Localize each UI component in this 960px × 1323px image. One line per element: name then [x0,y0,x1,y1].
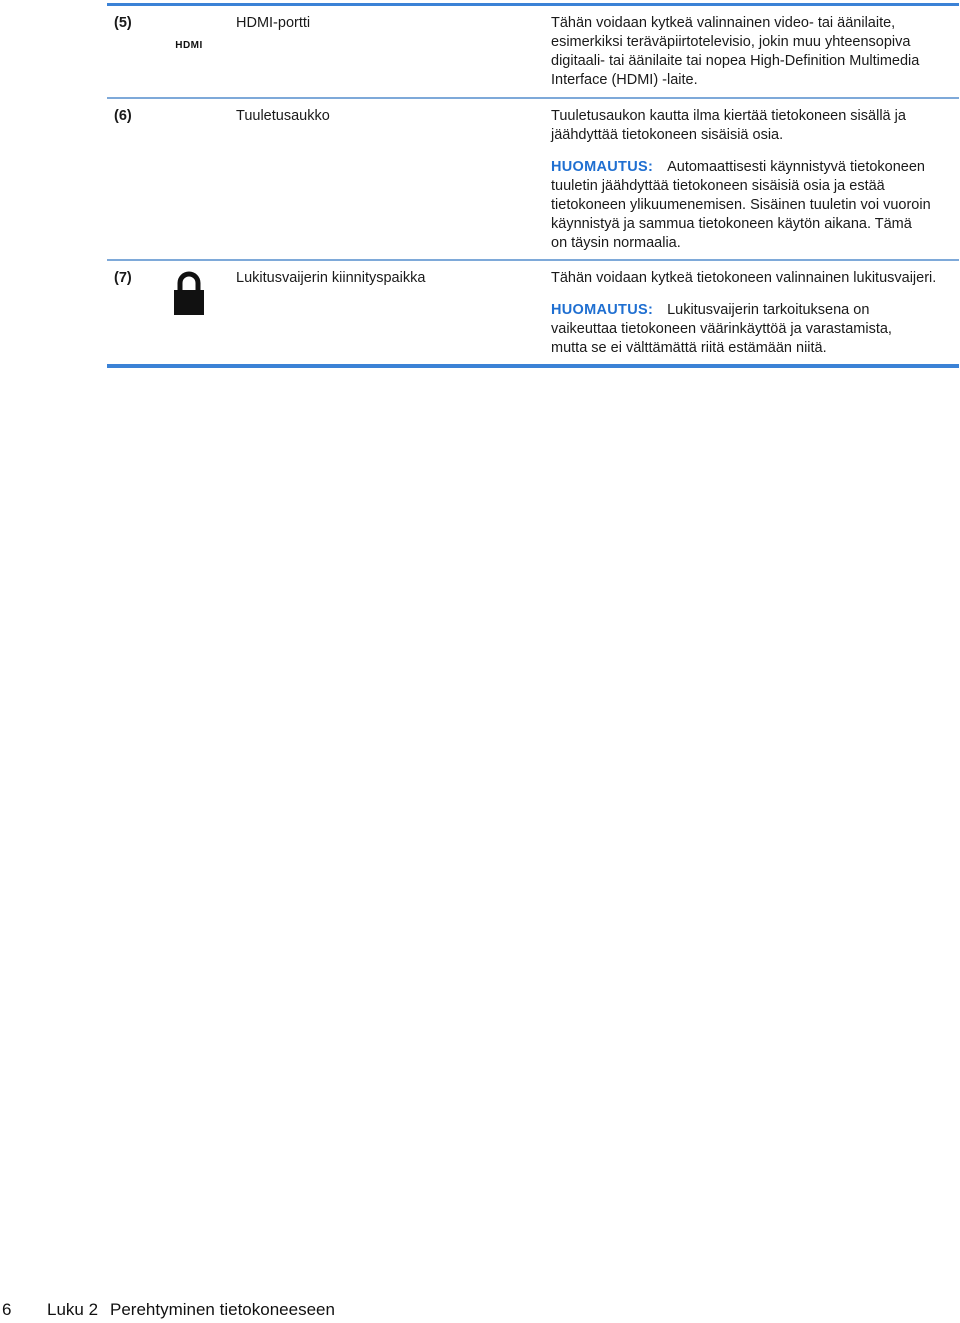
component-description: Tähän voidaan kytkeä valinnainen video- tai äänilaite, esimerkiksi teräväpiirtotelevisio, jokin muu yhteensopiva digitaali- tai äänilaite tai nopea High-Definition Multimedia Interface (HDMI) -laite. [551,15,920,88]
component-name: HDMI-portti [236,15,311,31]
component-name: Lukitusvaijerin kiinnityspaikka [236,270,426,286]
hdmi-icon [168,36,210,54]
component-description: Tähän voidaan kytkeä tietokoneen valinnainen lukitusvaijeri. [551,270,937,286]
component-description: Tuuletusaukon kautta ilma kiertää tietokoneen sisällä ja jäähdyttää tietokoneen sisäisiä osia. [551,108,906,143]
table-bottom-rule [107,364,959,368]
chapter-title: Perehtyminen tietokoneeseen [110,1300,335,1319]
row-number: (6) [114,108,132,124]
page-number: 6 [2,1300,12,1319]
table-top-rule [107,3,959,6]
note-label: HUOMAUTUS: [551,302,654,318]
row-number: (5) [114,15,132,31]
row-number: (7) [114,270,132,286]
chapter-number: Luku 2 [47,1300,99,1319]
lock-icon [172,271,206,322]
note-block [551,158,931,253]
row-divider [107,259,959,261]
note-text: Lukitusvaijerin tarkoituksena on vaikeuttaa tietokoneen väärinkäyttöä ja varastamista, mutta se ei välttämättä riitä estämään niitä. [551,302,892,356]
note-text: Automaattisesti käynnistyvä tietokoneen tuuletin jäähdyttää tietokoneen sisäisiä osia ja estää tietokoneen ylikuumenemisen. Sisäinen tuuletin voi vuoroin käynnistyä ja sammua tietokoneen käytön aikana. Tämä on täysin normaalia. [551,159,931,251]
component-name: Tuuletusaukko [236,108,330,124]
svg-text:HDMI: HDMI [175,40,203,49]
note-label: HUOMAUTUS: [551,159,654,175]
note-block [551,301,931,358]
row-divider [107,97,959,99]
